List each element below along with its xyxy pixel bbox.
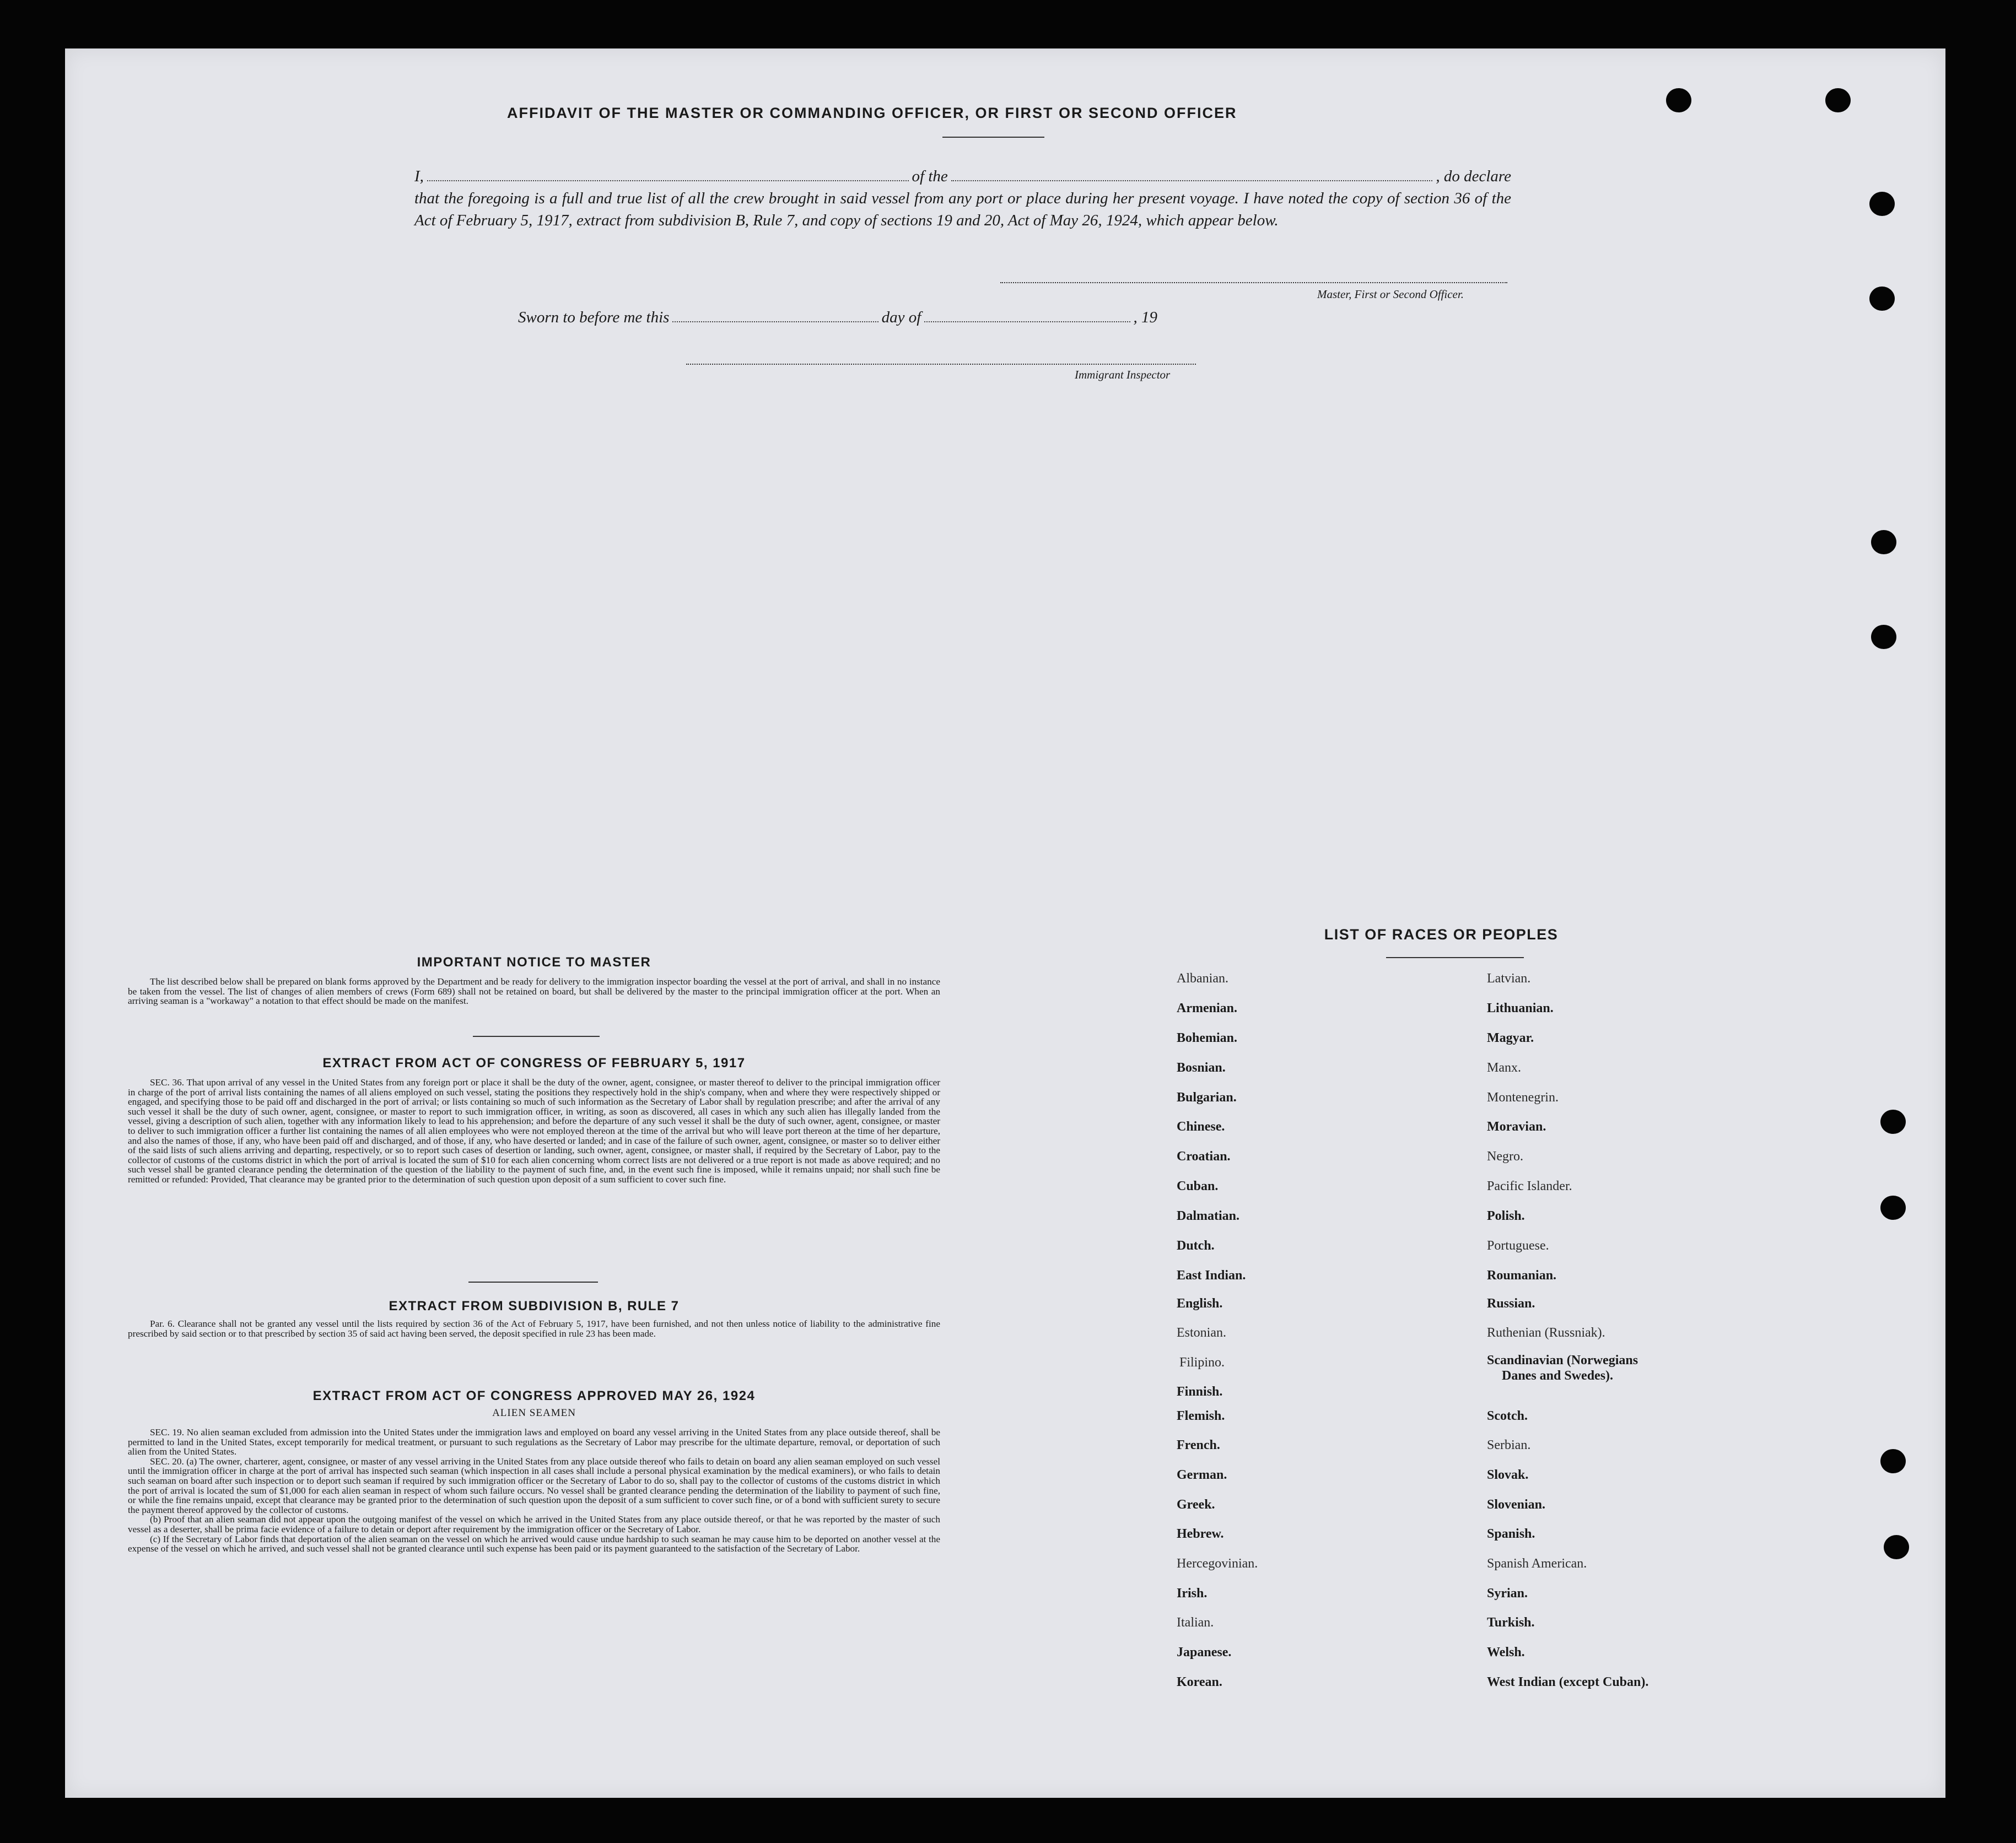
punch-hole (1880, 1449, 1906, 1473)
sec-20a: SEC. 20. (a) The owner, charterer, agent, consignee, or master of any vessel arriving in the United States from any place outside thereof who fails to detain on board any alien seaman employed on such vessel until the immigration officer in charge at the port of arrival has inspected such seaman (which inspection in all cases shall include a personal physical examination by the medical examiners), or who fails to detain such seaman on board after such inspection or to deport such seaman if required by such immigration officer or the Secretary of Labor to do so, shall pay to the collector of customs of the customs district in which the port of arrival is located the sum of $1,000 for each alien seaman in respect of whom such failure occurs. No vessel shall be granted clearance pending the determination of the liability to payment of such fine, or while the fine remains unpaid, except that clearance may be granted prior to the determination of such question upon the deposit of a sum sufficient to cover such fine, or of a bond with sufficient surety to secure the payment thereof approved by the collector of customs. (128, 1456, 940, 1515)
race-item: Korean. (1177, 1675, 1222, 1689)
extract-1924-subtitle: ALIEN SEAMEN (492, 1407, 576, 1419)
race-item: Bosnian. (1177, 1061, 1226, 1075)
extract-1924-title: EXTRACT FROM ACT OF CONGRESS APPROVED MAY 26, 1924 (312, 1388, 756, 1403)
race-item: Cuban. (1177, 1179, 1219, 1193)
sworn-line (518, 309, 1157, 327)
sec-19: SEC. 19. No alien seaman excluded from admission into the United States under the immigration laws and employed on board any vessel arriving in the United States from any place outside thereof, shall be permitted to land in the United States, except temporarily for medical treatment, or pursuant to such regulations as the Secretary of Labor may prescribe for the ultimate departure, removal, or deportation of such alien from the United States. (128, 1427, 940, 1457)
race-item: Estonian. (1177, 1326, 1226, 1340)
notice-title: IMPORTANT NOTICE TO MASTER (417, 955, 651, 970)
extract-1917-title: EXTRACT FROM ACT OF CONGRESS OF FEBRUARY 5, 1917 (322, 1056, 746, 1071)
race-item: Filipino. (1179, 1355, 1225, 1370)
master-signature-line[interactable] (1000, 282, 1507, 283)
race-item: West Indian (except Cuban). (1487, 1675, 1649, 1689)
race-item: Finnish. (1177, 1385, 1223, 1399)
races-title: LIST OF RACES OR PEOPLES (1324, 926, 1559, 943)
race-item: East Indian. (1177, 1268, 1246, 1283)
race-item: Ruthenian (Russniak). (1487, 1326, 1605, 1340)
race-item: Magyar. (1487, 1031, 1534, 1045)
master-label: Master, First or Second Officer. (1317, 288, 1464, 301)
divider (473, 1036, 600, 1037)
race-item: Pacific Islander. (1487, 1179, 1572, 1193)
affidavit-text: that the foregoing is a full and true list of all the crew brought in said vessel from any port or place during her present voyage. I have noted the copy of section 36 of the Act of February 5, 1917, extract from subdivision B, Rule 7, and copy of sections 19 and 20, Act of May 26, 1924, which appear below. (414, 190, 1511, 229)
sworn-day-field[interactable] (672, 309, 878, 322)
punch-hole (1880, 1196, 1906, 1220)
sec-20c: (c) If the Secretary of Labor finds that deportation of the alien seaman on the vessel on which he arrived would cause undue hardship to such seaman he may cause him to be deported on another vessel at the expense of the vessel on which he arrived, and such vessel shall not be granted clearance until such expense has been paid or its payment guaranteed to the satisfaction of the Secretary of Labor. (128, 1533, 940, 1554)
race-item: Bulgarian. (1177, 1090, 1237, 1105)
declare-label: , do declare (1436, 167, 1511, 185)
race-item: Italian. (1177, 1615, 1214, 1630)
race-item: Hercegovinian. (1177, 1556, 1258, 1571)
race-item: Turkish. (1487, 1615, 1535, 1630)
punch-hole (1666, 88, 1691, 112)
day-of-label: day of (881, 309, 921, 326)
race-item: Chinese. (1177, 1120, 1225, 1134)
divider (942, 137, 1044, 138)
race-item: Hebrew. (1177, 1527, 1224, 1541)
extract-1917-body: SEC. 36. That upon arrival of any vessel in the United States from any foreign port or place it shall be the duty of the owner, agent, consignee, or master thereof to deliver to the principal immigration officer in charge of the port of arrival lists containing the names of all aliens employed on such vessel, stating the positions they respectively hold in the ship's company, when and where they were respectively shipped or engaged, and specifying those to be paid off and discharged in the port of arrival; or lists containing so much of such information as the Secretary of Labor shall by regulation prescribe; and after the arrival of any such vessel it shall be the duty of such owner, agent, consignee, or master to report to such immigration officer, in writing, as soon as discovered, all cases in which any such alien has illegally landed from the vessel, giving a description of such alien, together with any information likely to lead to his apprehension; and before the departure of any such vessel it shall be the duty of such owner, agent, consignee, or master to deliver to such immigration officer a further list containing the names of all alien employees who were not employed thereon at the time of the arrival but who will leave port thereon at the time of her departure, and also the names of those, if any, who have been paid off and discharged, and of those, if any, who have deserted or landed; and in case of the failure of such owner, agent, consignee, or master so to deliver either of the said lists of such aliens arriving and departing, respectively, or so to report such cases of desertion or landing, such owner, agent, consignee, or master shall, if required by the Secretary of Labor, pay to the collector of customs of the customs district in which the port of arrival is located the sum of $10 for each alien concerning whom correct lists are not delivered or a true report is not made as above required; and no such vessel shall be granted clearance pending the determination of the question of the liability to the payment of such fine, and, in the event such fine is imposed, while it remains unpaid; nor shall such fine be remitted or refunded: Provided, That clearance may be granted prior to the determination of such question upon deposit of a sum sufficient to cover such fine. (128, 1077, 940, 1185)
race-item: Scandinavian (Norwegians (1487, 1353, 1638, 1368)
race-item: Negro. (1487, 1149, 1523, 1164)
of-the-label: of the (912, 167, 948, 185)
race-item: Greek. (1177, 1498, 1215, 1512)
sworn-month-field[interactable] (924, 309, 1130, 322)
race-item: Spanish American. (1487, 1556, 1587, 1571)
race-item: Albanian. (1177, 971, 1228, 986)
race-item: Serbian. (1487, 1438, 1531, 1452)
race-item: Japanese. (1177, 1645, 1232, 1660)
affidavit-body (414, 165, 1511, 231)
inspector-label: Immigrant Inspector (1075, 368, 1171, 381)
race-item: Roumanian. (1487, 1268, 1557, 1283)
race-item: Croatian. (1177, 1149, 1231, 1164)
divider (468, 1282, 598, 1283)
extract-rule7-title: EXTRACT FROM SUBDIVISION B, RULE 7 (389, 1299, 680, 1314)
race-item: Lithuanian. (1487, 1001, 1554, 1015)
race-item: German. (1177, 1468, 1227, 1482)
sworn-label: Sworn to before me this (518, 309, 670, 326)
inspector-signature-line[interactable] (686, 364, 1196, 365)
race-item: Bohemian. (1177, 1031, 1238, 1045)
race-item: Polish. (1487, 1209, 1525, 1223)
sec-20b: (b) Proof that an alien seaman did not appear upon the outgoing manifest of the vessel on which he arrived in the United States from any place outside thereof, or that he was reported by the master of such vessel as a deserter, shall be prima facie evidence of a failure to detain or deport after requirement by the immigration officer or the Secretary of Labor. (128, 1514, 940, 1534)
race-item: Montenegrin. (1487, 1090, 1559, 1105)
race-item: Armenian. (1177, 1001, 1237, 1015)
race-item: Slovak. (1487, 1468, 1529, 1482)
year-label: , 19 (1133, 309, 1158, 326)
race-item: Latvian. (1487, 971, 1531, 986)
punch-hole (1871, 530, 1896, 554)
punch-hole (1869, 192, 1895, 216)
punch-hole (1869, 287, 1895, 311)
race-item: Danes and Swedes). (1502, 1369, 1614, 1383)
i-label: I, (414, 167, 424, 185)
race-item: French. (1177, 1438, 1220, 1452)
race-item: English. (1177, 1296, 1223, 1311)
punch-hole (1871, 625, 1896, 649)
race-item: Dalmatian. (1177, 1209, 1239, 1223)
name-field[interactable] (427, 168, 909, 181)
punch-hole (1884, 1535, 1909, 1559)
race-item: Russian. (1487, 1296, 1535, 1311)
extract-rule7-body: Par. 6. Clearance shall not be granted any vessel until the lists required by section 36 of the Act of February 5, 1917, have been furnished, and not then unless notice of liability to the administrative fine prescribed by said section or to that prescribed by section 35 of said act having been served, the deposit specified in rule 23 has been made. (128, 1318, 940, 1339)
race-item: Slovenian. (1487, 1498, 1546, 1512)
race-item: Dutch. (1177, 1239, 1215, 1253)
affidavit-title: AFFIDAVIT OF THE MASTER OR COMMANDING OFFICER, OR FIRST OR SECOND OFFICER (507, 105, 1237, 121)
race-item: Flemish. (1177, 1409, 1225, 1423)
punch-hole (1825, 88, 1851, 112)
vessel-field[interactable] (951, 168, 1433, 181)
race-item: Welsh. (1487, 1645, 1525, 1660)
race-item: Manx. (1487, 1061, 1521, 1075)
race-item: Moravian. (1487, 1120, 1546, 1134)
declarant-line (414, 165, 1511, 187)
race-item: Syrian. (1487, 1586, 1528, 1601)
race-item: Portuguese. (1487, 1239, 1549, 1253)
divider (1386, 957, 1524, 958)
race-item: Spanish. (1487, 1527, 1535, 1541)
race-item: Scotch. (1487, 1409, 1528, 1423)
extract-1924-body (128, 1428, 940, 1554)
punch-hole (1880, 1110, 1906, 1134)
notice-body: The list described below shall be prepared on blank forms approved by the Department and be ready for delivery to the immigration inspector boarding the vessel at the port of arrival, and shall in no instance be taken from the vessel. The list of changes of alien members of crews (Form 689) shall not be retained on board, but shall be delivered by the master to the principal immigration officer at the port. When an arriving seaman is a "workaway" a notation to that effect should be made on the manifest. (128, 976, 940, 1007)
race-item: Irish. (1177, 1586, 1208, 1601)
